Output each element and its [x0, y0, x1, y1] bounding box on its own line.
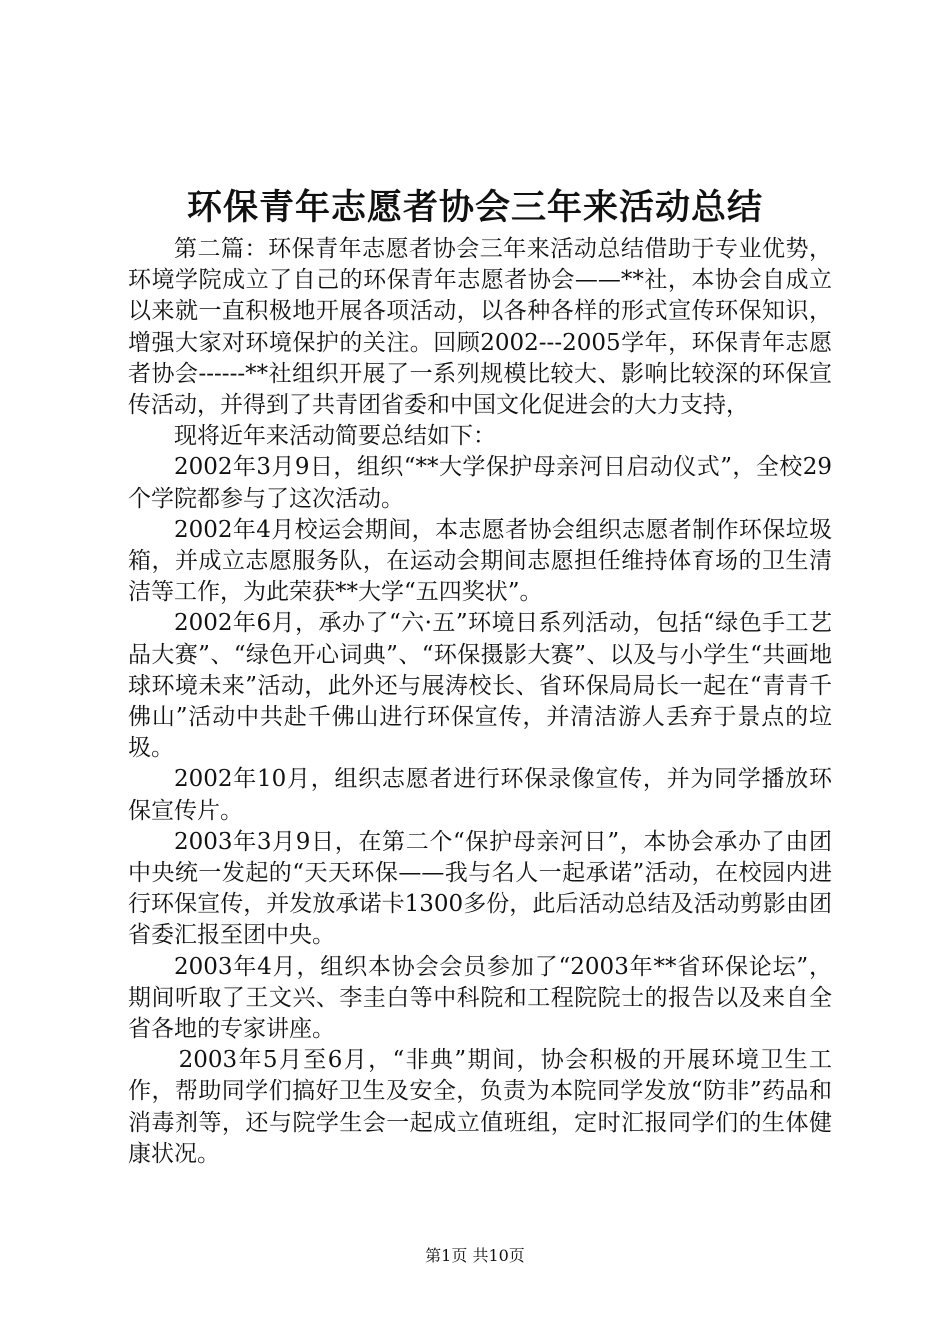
paragraph-summary-lead: 现将近年来活动简要总结如下：	[174, 423, 496, 450]
paragraph-2003-03: 2003年3月9日，在第二个“保护母亲河日”，本协会承办了由团中央统一发起的“天天环保——我与名人一起承诺”活动，在校园内进行环保宣传，并发放承诺卡1300多份，此后活动总结及活动剪影由团省委汇报至团中央。	[128, 828, 832, 949]
paragraph-2002-10: 2002年10月，组织志愿者进行环保录像宣传，并为同学播放环保宣传片。	[128, 766, 832, 824]
paragraph-2002-06: 2002年6月，承办了“六·五”环境日系列活动，包括“绿色手工艺品大赛”、“绿色开心词典”、“环保摄影大赛”、以及与小学生“共画地球环境未来”活动，此外还与展涛校长、省环保局局长一起在“青青千佛山”活动中共赴千佛山进行环保宣传，并清洁游人丢弃于景点的垃圾。	[128, 610, 832, 762]
paragraph-2002-03: 2002年3月9日，组织“**大学保护母亲河日启动仪式”，全校29个学院都参与了这次活动。	[128, 454, 832, 512]
document-body	[128, 234, 832, 1170]
paragraph-2002-04: 2002年4月校运会期间，本志愿者协会组织志愿者制作环保垃圾箱，并成立志愿服务队，在运动会期间志愿担任维持体育场的卫生清洁等工作，为此荣获**大学“五四奖状”。	[128, 516, 832, 606]
paragraph-2003-04: 2003年4月，组织本协会会员参加了“2003年**省环保论坛”，期间听取了王文兴、李圭白等中科院和工程院院士的报告以及来自全省各地的专家讲座。	[128, 953, 832, 1043]
paragraph-2003-05: 2003年5月至6月，“非典”期间，协会积极的开展环境卫生工作，帮助同学们搞好卫生及安全，负责为本院同学发放“防非”药品和消毒剂等，还与院学生会一起成立值班组，定时汇报同学们的生体健康状况。	[128, 1047, 832, 1167]
page-footer: 第1页 共10页	[425, 1246, 525, 1265]
paragraph-intro: 第二篇：环保青年志愿者协会三年来活动总结借助于专业优势，环境学院成立了自己的环保青年志愿者协会——**社，本协会自成立以来就一直积极地开展各项活动，以各种各样的形式宣传环保知识，增强大家对环境保护的关注。回顾2002---2005学年，环保青年志愿者协会------**社组织开展了一系列规模比较大、影响比较深的环保宣传活动，并得到了共青团省委和中国文化促进会的大力支持，	[128, 236, 832, 419]
document-title: 环保青年志愿者协会三年来活动总结	[186, 187, 763, 228]
